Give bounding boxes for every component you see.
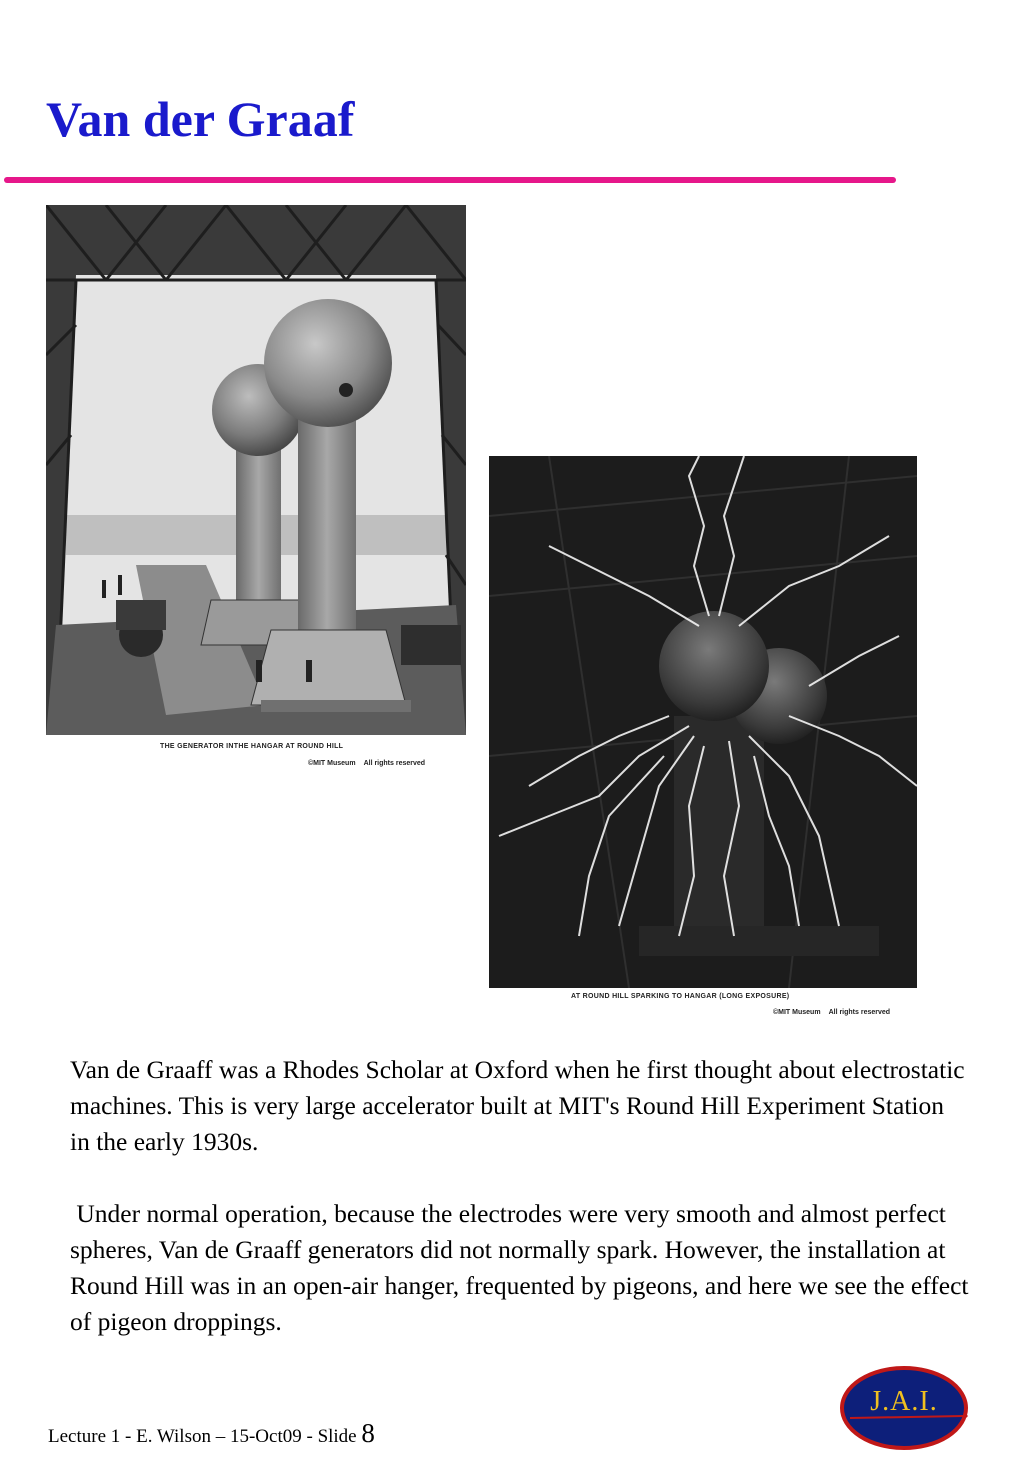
- credit-rights: All rights reserved: [828, 1009, 891, 1016]
- jai-logo: [840, 1366, 968, 1450]
- photo-credit: [773, 1009, 890, 1016]
- slide-footer: [48, 1418, 375, 1449]
- body-text: [70, 1052, 975, 1340]
- photo-credit: [308, 760, 425, 767]
- photo-caption: THE GENERATOR INTHE HANGAR AT ROUND HILL: [160, 743, 344, 750]
- credit-rights: All rights reserved: [363, 760, 426, 767]
- footer-text: Lecture 1 - E. Wilson – 15-Oct09 - Slide: [48, 1426, 362, 1447]
- body-paragraph: Under normal operation, because the electrodes were very smooth and almost perfect spheres, Van de Graaff generators did not normally spark. However, the installation at Round Hill was in an open-air hanger, frequented by pigeons, and here we see the effect of pigeon droppings.: [70, 1199, 975, 1336]
- slide-number: 8: [361, 1418, 375, 1448]
- photo-sparking: [489, 456, 917, 1023]
- photo-caption: AT ROUND HILL SPARKING TO HANGAR (LONG EXPOSURE): [571, 993, 790, 1000]
- logo-text: J.A.I.: [870, 1386, 938, 1417]
- credit-owner: ©MIT Museum: [308, 760, 356, 767]
- generator-hangar-image: [46, 205, 466, 735]
- body-paragraph: Van de Graaff was a Rhodes Scholar at Oxford when he first thought about electrostatic machines. This is very large accelerator built at MIT's Round Hill Experiment Station in the early 1930s.: [70, 1055, 965, 1156]
- slide-title: Van der Graaf: [46, 91, 355, 147]
- sparking-image: [489, 456, 917, 988]
- photo-generator-hangar: [46, 205, 466, 775]
- title-underline: [4, 177, 896, 183]
- credit-owner: ©MIT Museum: [773, 1009, 821, 1016]
